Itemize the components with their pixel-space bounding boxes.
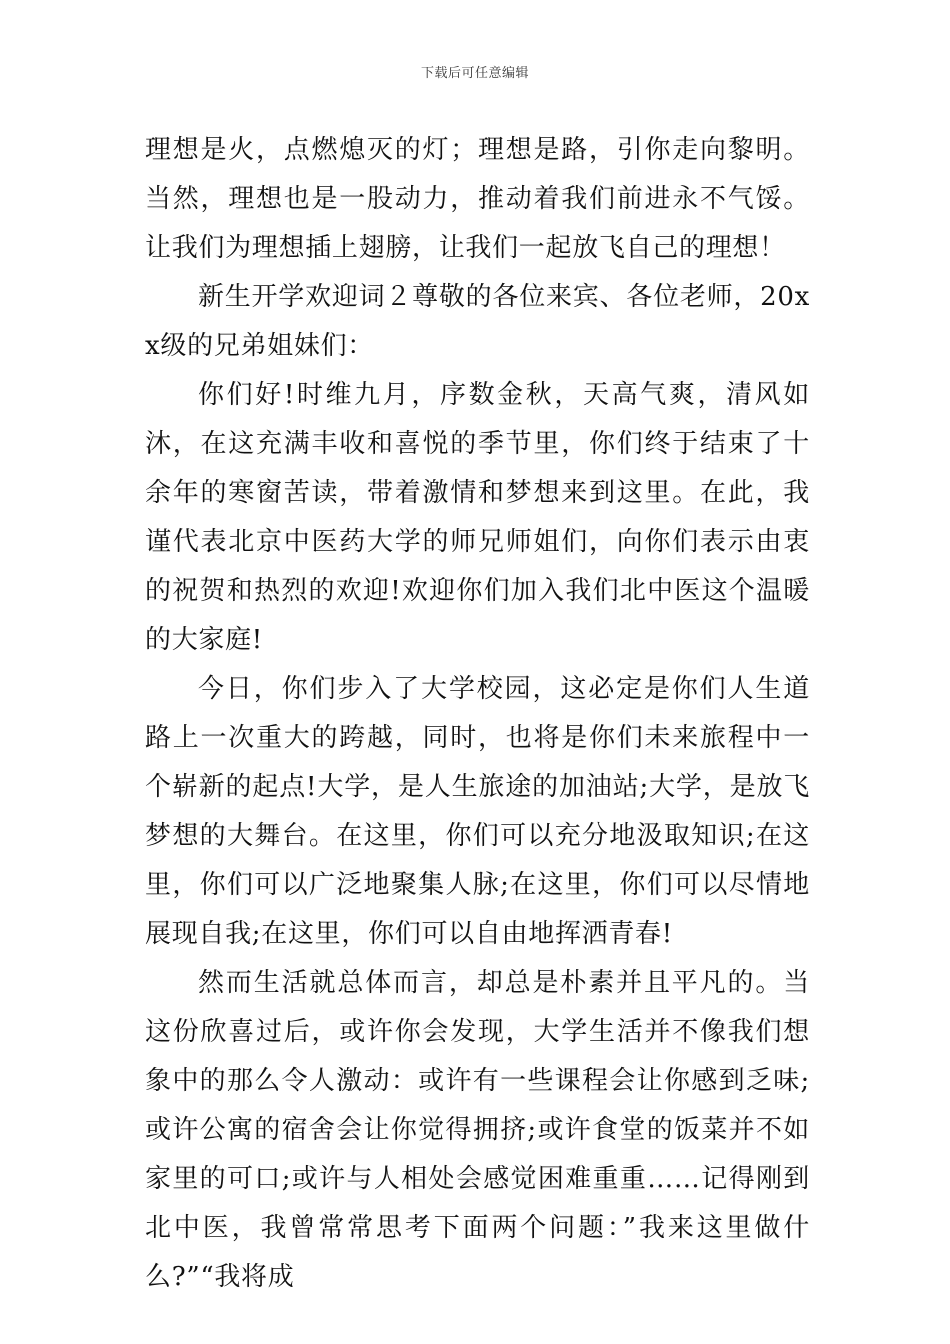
paragraph-welcome-title: 新生开学欢迎词２尊敬的各位来宾、各位老师，20xx级的兄弟姐妹们： xyxy=(145,282,810,361)
document-body xyxy=(145,126,810,1302)
paragraph-life: 然而生活就总体而言，却总是朴素并且平凡的。当这份欣喜过后，或许你会发现，大学生活并不像我们想象中的那么令人激动：或许有一些课程会让你感到乏味;或许公寓的宿舍会让你觉得拥挤;或许食堂的饭菜并不如家里的可口;或许与人相处会感觉困难重重……记得刚到北中医，我曾常常思考下面两个问题：”我来这里做什么?”“我将成 xyxy=(145,968,810,1292)
paragraph-campus: 今日，你们步入了大学校园，这必定是你们人生道路上一次重大的跨越，同时，也将是你们未来旅程中一个崭新的起点!大学，是人生旅途的加油站;大学，是放飞梦想的大舞台。在这里，你们可以充分地汲取知识;在这里，你们可以广泛地聚集人脉;在这里，你们可以尽情地展现自我;在这里，你们可以自由地挥洒青春! xyxy=(145,674,810,949)
paragraph-greeting: 你们好!时维九月，序数金秋，天高气爽，清风如沐，在这充满丰收和喜悦的季节里，你们终于结束了十余年的寒窗苦读，带着激情和梦想来到这里。在此，我谨代表北京中医药大学的师兄师姐们，向你们表示由衷的祝贺和热烈的欢迎!欢迎你们加入我们北中医这个温暖的大家庭! xyxy=(145,380,810,655)
paragraph-ideal: 理想是火，点燃熄灭的灯；理想是路，引你走向黎明。当然，理想也是一股动力，推动着我们前进永不气馁。让我们为理想插上翅膀，让我们一起放飞自己的理想！ xyxy=(145,135,810,263)
page-header: 下载后可任意编辑 xyxy=(420,66,529,81)
